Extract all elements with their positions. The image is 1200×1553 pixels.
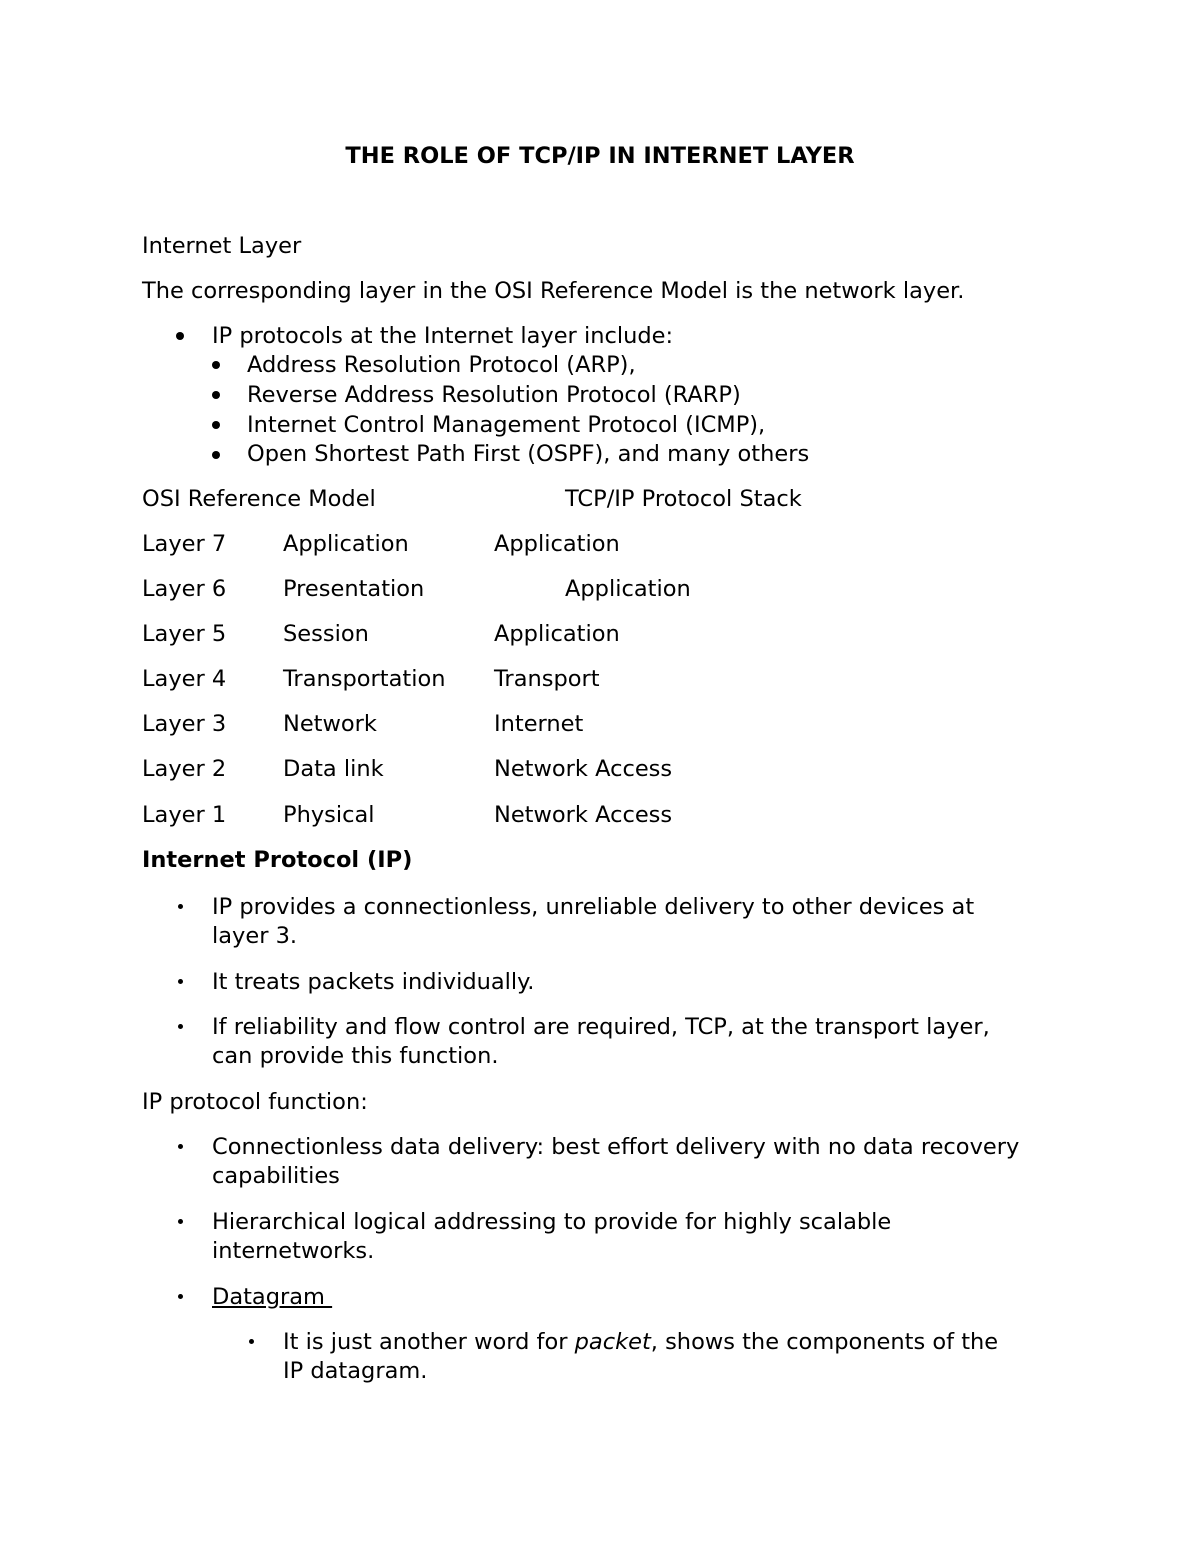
- protocol-item: Reverse Address Resolution Protocol (RARP): [247, 382, 741, 408]
- ip-section-heading: Internet Protocol (IP): [142, 847, 413, 873]
- intro-paragraph: The corresponding layer in the OSI Reference Model is the network layer.: [142, 278, 965, 304]
- table-cell-layer: Layer 1: [142, 802, 227, 828]
- table-cell-tcp: Transport: [494, 666, 600, 692]
- table-cell-osi: Physical: [283, 802, 375, 828]
- table-cell-tcp: Network Access: [494, 802, 673, 828]
- table-cell-osi: Data link: [283, 756, 384, 782]
- sub-item-text: , shows the components of the: [650, 1329, 999, 1355]
- ip-item-line: can provide this function.: [212, 1043, 499, 1069]
- function-item-line: Connectionless data delivery: best effort delivery with no data recovery: [212, 1134, 1020, 1160]
- table-cell-layer: Layer 7: [142, 531, 227, 557]
- protocol-item: Open Shortest Path First (OSPF), and many others: [247, 441, 810, 467]
- table-cell-tcp: Application: [565, 576, 691, 602]
- bullet-icon: [212, 421, 220, 429]
- bullet-icon: [178, 979, 183, 984]
- bullet-icon: [178, 1144, 183, 1149]
- table-header-osi: OSI Reference Model: [142, 486, 376, 512]
- function-item-line: Hierarchical logical addressing to provide for highly scalable: [212, 1209, 892, 1235]
- table-cell-osi: Presentation: [283, 576, 425, 602]
- table-cell-tcp: Network Access: [494, 756, 673, 782]
- table-cell-osi: Transportation: [283, 666, 446, 692]
- protocol-item: Address Resolution Protocol (ARP),: [247, 352, 636, 378]
- bullet-icon: [178, 1024, 183, 1029]
- table-cell-osi: Network: [283, 711, 377, 737]
- ip-item-line: IP provides a connectionless, unreliable delivery to other devices at: [212, 894, 975, 920]
- ip-item-line: layer 3.: [212, 923, 298, 949]
- protocols-lead: IP protocols at the Internet layer include:: [212, 323, 674, 349]
- table-cell-tcp: Application: [494, 531, 620, 557]
- table-cell-tcp: Internet: [494, 711, 584, 737]
- function-item-line: capabilities: [212, 1163, 340, 1189]
- datagram-label: Datagram: [212, 1284, 333, 1310]
- bullet-icon: [212, 391, 220, 399]
- sub-item-italic: packet: [574, 1329, 651, 1355]
- datagram-sub-item-line: IP datagram.: [283, 1358, 428, 1384]
- bullet-icon: [178, 904, 183, 909]
- table-cell-layer: Layer 5: [142, 621, 227, 647]
- bullet-icon: [178, 1294, 183, 1299]
- datagram-sub-item: [283, 1327, 998, 1357]
- internet-layer-heading: Internet Layer: [142, 233, 302, 259]
- bullet-icon: [178, 1219, 183, 1224]
- page-title: THE ROLE OF TCP/IP IN INTERNET LAYER: [345, 143, 855, 169]
- bullet-icon: [212, 451, 220, 459]
- table-cell-layer: Layer 4: [142, 666, 227, 692]
- protocol-item: Internet Control Management Protocol (ICMP),: [247, 412, 766, 438]
- function-item-line: internetworks.: [212, 1238, 375, 1264]
- bullet-icon: [212, 361, 220, 369]
- table-cell-tcp: Application: [494, 621, 620, 647]
- table-header-tcp: TCP/IP Protocol Stack: [565, 486, 802, 512]
- table-cell-layer: Layer 6: [142, 576, 227, 602]
- ip-item-line: It treats packets individually.: [212, 969, 535, 995]
- table-cell-osi: Session: [283, 621, 369, 647]
- table-cell-layer: Layer 3: [142, 711, 227, 737]
- bullet-icon: [176, 332, 184, 340]
- table-cell-osi: Application: [283, 531, 409, 557]
- sub-item-text: It is just another word for: [283, 1329, 575, 1355]
- bullet-icon: [249, 1339, 254, 1344]
- function-section-heading: IP protocol function:: [142, 1089, 368, 1115]
- ip-item-line: If reliability and flow control are required, TCP, at the transport layer,: [212, 1014, 990, 1040]
- table-cell-layer: Layer 2: [142, 756, 227, 782]
